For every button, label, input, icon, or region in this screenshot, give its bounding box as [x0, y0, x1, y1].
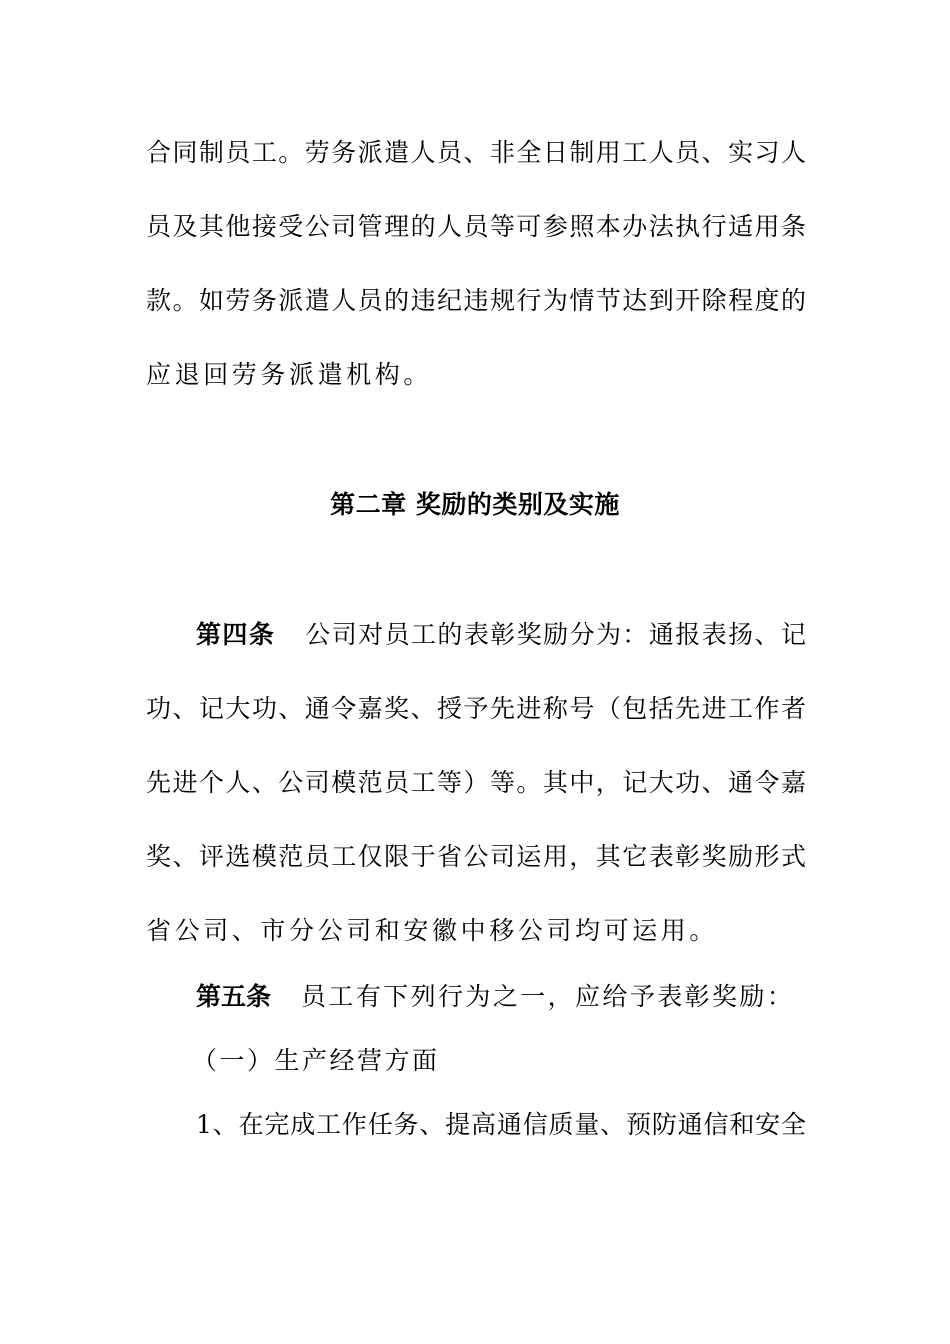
- paragraph-line: 款。如劳务派遣人员的违纪违规行为情节达到开除程度的: [146, 286, 806, 315]
- article-first-line: [196, 618, 806, 652]
- article-label: 第五条: [196, 982, 272, 1011]
- paragraph-line: 合同制员工。劳务派遣人员、非全日制用工人员、实习人: [146, 138, 806, 167]
- paragraph-line: 员及其他接受公司管理的人员等可参照本办法执行适用条: [146, 212, 806, 241]
- article-line: 先进个人、公司模范员工等）等。其中，记大功、通令嘉: [146, 768, 806, 797]
- list-item: 1、在完成工作任务、提高通信质量、预防通信和安全: [196, 1110, 806, 1139]
- article-text: 员工有下列行为之一，应给予表彰奖励：: [301, 982, 795, 1011]
- article-text: 公司对员工的表彰奖励分为：通报表扬、记: [305, 620, 806, 649]
- article-line: 功、记大功、通令嘉奖、授予先进称号（包括先进工作者: [146, 694, 806, 723]
- paragraph-line: 应退回劳务派遣机构。: [146, 360, 433, 389]
- article-line: 奖、评选模范员工仅限于省公司运用，其它表彰奖励形式: [146, 842, 806, 871]
- article-line: 省公司、市分公司和安徽中移公司均可运用。: [146, 916, 719, 945]
- chapter-heading: 第二章 奖励的类别及实施: [330, 490, 620, 519]
- article-label: 第四条: [196, 620, 276, 649]
- article-first-line: [196, 980, 806, 1014]
- subsection-heading: （一）生产经营方面: [192, 1046, 440, 1075]
